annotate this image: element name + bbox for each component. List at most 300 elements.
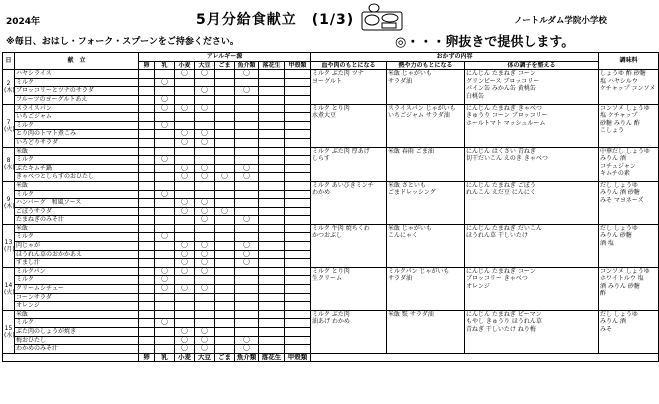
menu-row	[3, 310, 659, 319]
allergen-mark	[139, 113, 155, 122]
allergen-mark: 〇	[175, 104, 195, 113]
menu-item: 肉じゃが	[15, 242, 139, 251]
green-foods: にんじん たまねぎ きゃべつ きゅうり コーン ブロッコリー ホールトマト マッシュルーム	[465, 104, 599, 147]
allergen-mark	[285, 207, 311, 216]
footer-allergen: 大豆	[195, 353, 215, 362]
allergen-mark: 〇	[155, 267, 175, 276]
allergen-mark	[259, 207, 285, 216]
allergen-mark	[139, 190, 155, 199]
allergen-mark: 〇	[175, 250, 195, 259]
allergen-mark	[235, 147, 259, 156]
allergen-mark	[215, 216, 235, 225]
allergen-mark	[155, 328, 175, 337]
footer-allergen: 甲殻類	[285, 353, 311, 362]
allergen-mark	[285, 147, 311, 156]
allergen-mark	[259, 78, 285, 87]
menu-row	[3, 224, 659, 233]
allergen-mark	[139, 70, 155, 79]
allergen-mark	[285, 242, 311, 251]
allergen-mark	[285, 302, 311, 311]
day-cell: 8 (水)	[3, 147, 15, 181]
allergen-mark: 〇	[235, 250, 259, 259]
red-foods: ミルク ぶた肉 油あげ わかめ	[311, 310, 387, 353]
allergen-mark: 〇	[175, 345, 195, 354]
allergen-mark	[285, 138, 311, 147]
allergen-mark	[175, 87, 195, 96]
menu-item: ミルク	[15, 319, 139, 328]
day-cell: 9 (木)	[3, 181, 15, 224]
allergen-mark	[139, 319, 155, 328]
green-foods: にんじん たまねぎ コーン グリンピース ブロッコリー パイン缶 みかん缶 黄桃缶 白桃缶	[465, 70, 599, 104]
allergen-mark	[259, 276, 285, 285]
allergen-mark	[155, 70, 175, 79]
allergen-mark	[155, 164, 175, 173]
allergen-mark	[235, 138, 259, 147]
allergen-mark: 〇	[155, 95, 175, 104]
allergen-mark	[285, 104, 311, 113]
allergen-mark	[259, 173, 285, 182]
menu-item: 米飯	[15, 181, 139, 190]
allergen-mark	[195, 310, 215, 319]
allergen-mark	[139, 87, 155, 96]
allergen-mark	[259, 267, 285, 276]
allergen-mark: 〇	[195, 173, 215, 182]
menu-item: いろどりサラダ	[15, 138, 139, 147]
yellow-foods: 米飯 春雨 ごま油	[387, 147, 465, 181]
allergen-mark	[175, 147, 195, 156]
allergen-mark	[285, 336, 311, 345]
menu-item: ハヤシライス	[15, 70, 139, 79]
menu-item: 梅おひたし	[15, 336, 139, 345]
allergen-mark	[139, 164, 155, 173]
allergen-mark	[155, 302, 175, 311]
allergen-mark: 〇	[155, 121, 175, 130]
red-foods: ミルク とり肉 生クリーム	[311, 267, 387, 310]
allergen-mark: 〇	[155, 319, 175, 328]
allergen-mark	[175, 216, 195, 225]
allergen-mark	[259, 190, 285, 199]
year-label: 2024年	[6, 17, 41, 27]
allergen-mark: 〇	[175, 259, 195, 268]
allergen-mark	[155, 113, 175, 122]
lunch-tray-illustration	[360, 2, 404, 32]
menu-item: たまねぎのみそ汁	[15, 216, 139, 225]
green-foods: にんじん たまねぎ コーン ブロッコリー きゃべつ オレンジ	[465, 267, 599, 310]
allergen-mark: 〇	[215, 207, 235, 216]
allergen-mark	[285, 190, 311, 199]
allergen-mark: 〇	[195, 336, 215, 345]
yellow-foods: 米飯 さといも ごまドレッシング	[387, 181, 465, 224]
allergen-mark	[259, 216, 285, 225]
allergen-mark	[285, 319, 311, 328]
allergen-mark	[139, 224, 155, 233]
allergen-mark	[235, 285, 259, 294]
allergen-mark	[259, 310, 285, 319]
allergen-mark	[259, 224, 285, 233]
egg-free-note: ◎・・・卵抜きで提供します。	[395, 35, 575, 50]
seasonings: だし しょうゆ みりん 酒 砂糖 みそ マヨネーズ	[599, 181, 659, 224]
allergen-mark	[175, 293, 195, 302]
allergen-mark	[285, 95, 311, 104]
allergen-mark	[139, 285, 155, 294]
allergen-mark	[235, 328, 259, 337]
allergen-mark	[139, 173, 155, 182]
allergen-mark: 〇	[235, 216, 259, 225]
allergen-mark	[139, 242, 155, 251]
col-allergen: 小麦	[175, 61, 195, 70]
allergen-mark	[259, 199, 285, 208]
menu-item: ミルク	[15, 190, 139, 199]
allergen-mark	[285, 87, 311, 96]
allergen-mark	[285, 345, 311, 354]
allergen-mark	[155, 199, 175, 208]
menu-item: ハンバーグ 和風ソース	[15, 199, 139, 208]
menu-item: ミルクパン	[15, 267, 139, 276]
allergen-mark	[215, 130, 235, 139]
allergen-mark	[259, 259, 285, 268]
col-menu: 献 立	[15, 53, 139, 70]
allergen-mark	[259, 233, 285, 242]
menu-item: ミルク	[15, 121, 139, 130]
menu-item: いちごジャム	[15, 113, 139, 122]
footer-spacer	[3, 353, 139, 362]
allergen-mark	[259, 250, 285, 259]
allergen-mark	[285, 293, 311, 302]
col-allergen: 魚介類	[235, 61, 259, 70]
allergen-mark	[139, 250, 155, 259]
allergen-mark: 〇	[155, 104, 175, 113]
menu-item: ほうれん草のおかかあえ	[15, 250, 139, 259]
allergen-mark: 〇	[195, 328, 215, 337]
allergen-mark	[155, 345, 175, 354]
allergen-mark	[235, 130, 259, 139]
allergen-mark	[259, 181, 285, 190]
allergen-mark	[215, 156, 235, 165]
col-allergen: 甲殻類	[285, 61, 311, 70]
allergen-mark	[285, 78, 311, 87]
allergen-mark	[285, 224, 311, 233]
col-yellow: 熱や力のもとになる	[387, 61, 465, 70]
col-day: 日	[3, 53, 15, 70]
col-allergen: 落花生	[259, 61, 285, 70]
allergen-mark	[195, 293, 215, 302]
red-foods: ミルク とり肉 水煮大豆	[311, 104, 387, 147]
allergen-mark	[285, 285, 311, 294]
col-allergen: 大豆	[195, 61, 215, 70]
menu-item: ミルク	[15, 78, 139, 87]
green-foods: にんじん はくさい 青ねぎ 切干だいこん えのき きゃべつ	[465, 147, 599, 181]
menu-item: フルーツのヨーグルトあえ	[15, 95, 139, 104]
menu-item: 米飯	[15, 147, 139, 156]
allergen-mark: 〇	[235, 70, 259, 79]
allergen-mark	[195, 181, 215, 190]
allergen-mark: 〇	[195, 138, 215, 147]
day-cell: 7 (火)	[3, 104, 15, 147]
allergen-mark	[235, 267, 259, 276]
allergen-mark	[215, 259, 235, 268]
allergen-mark	[285, 181, 311, 190]
allergen-mark: 〇	[175, 199, 195, 208]
allergen-mark: 〇	[195, 216, 215, 225]
allergen-mark	[139, 328, 155, 337]
allergen-mark: 〇	[175, 267, 195, 276]
menu-table	[2, 52, 659, 362]
allergen-mark	[139, 336, 155, 345]
allergen-mark	[215, 104, 235, 113]
allergen-mark	[195, 147, 215, 156]
footer-allergen: ごま	[215, 353, 235, 362]
seasonings: 中華だし しょうゆ みりん 酒 コチュジャン キムチの素	[599, 147, 659, 181]
allergen-mark	[259, 293, 285, 302]
allergen-mark	[155, 242, 175, 251]
allergen-mark: 〇	[175, 207, 195, 216]
allergen-mark	[285, 199, 311, 208]
allergen-mark	[215, 190, 235, 199]
menu-item: オレンジ	[15, 302, 139, 311]
menu-item: ミルク	[15, 156, 139, 165]
menu-item: とり肉のトマト煮こみ	[15, 130, 139, 139]
allergen-mark	[215, 121, 235, 130]
allergen-mark: 〇	[215, 173, 235, 182]
allergen-mark	[259, 319, 285, 328]
menu-item: すまし汁	[15, 259, 139, 268]
utensil-note: ※毎日、おはし・フォーク・スプーンをご持参ください。	[6, 37, 239, 47]
allergen-mark	[215, 302, 235, 311]
allergen-mark: 〇	[155, 156, 175, 165]
yellow-foods: ミルクパン じゃがいも サラダ油	[387, 267, 465, 310]
allergen-mark	[155, 336, 175, 345]
allergen-mark	[235, 276, 259, 285]
footer-allergen: 小麦	[175, 353, 195, 362]
menu-item: ぶたキムチ鍋	[15, 164, 139, 173]
allergen-mark: 〇	[175, 242, 195, 251]
green-foods: にんじん たまねぎ ごぼう れんこん えだ豆 にんにく	[465, 181, 599, 224]
allergen-mark: 〇	[195, 104, 215, 113]
yellow-foods: 米飯 じゃがいも こんにゃく	[387, 224, 465, 267]
yellow-foods: スライスパン じゃがいも いちごジャム サラダ油	[387, 104, 465, 147]
allergen-mark: 〇	[175, 138, 195, 147]
day-cell: 14 (火)	[3, 267, 15, 310]
menu-item: クリームシチュー	[15, 285, 139, 294]
col-allergen: 乳	[155, 61, 175, 70]
allergen-mark	[285, 259, 311, 268]
allergen-mark	[259, 87, 285, 96]
allergen-mark	[285, 113, 311, 122]
allergen-mark: 〇	[195, 345, 215, 354]
allergen-mark: 〇	[235, 242, 259, 251]
allergen-mark	[215, 293, 235, 302]
allergen-mark: 〇	[175, 70, 195, 79]
allergen-mark	[215, 138, 235, 147]
allergen-mark	[285, 233, 311, 242]
allergen-mark	[155, 173, 175, 182]
allergen-mark	[285, 328, 311, 337]
menu-row	[3, 147, 659, 156]
allergen-mark	[285, 173, 311, 182]
allergen-mark: 〇	[155, 190, 175, 199]
allergen-mark	[195, 95, 215, 104]
allergen-mark	[215, 267, 235, 276]
allergen-mark	[195, 113, 215, 122]
allergen-mark: 〇	[195, 70, 215, 79]
allergen-mark	[259, 104, 285, 113]
allergen-mark	[259, 345, 285, 354]
menu-item: 米飯	[15, 310, 139, 319]
allergen-mark: 〇	[195, 164, 215, 173]
allergen-mark	[235, 104, 259, 113]
allergen-mark	[285, 156, 311, 165]
allergen-mark	[175, 156, 195, 165]
allergen-mark	[235, 319, 259, 328]
footer-allergen: 卵	[139, 353, 155, 362]
allergen-mark	[235, 113, 259, 122]
red-foods: ミルク ぶた肉 ツナ ヨーグルト	[311, 70, 387, 104]
allergen-mark	[235, 181, 259, 190]
seasonings: しょうゆ 酢 砂糖 塩 ハヤシルウ ケチャップ コンソメ	[599, 70, 659, 104]
allergen-mark	[285, 121, 311, 130]
menu-item: きゃべつとしらすのおひたし	[15, 173, 139, 182]
allergen-mark	[139, 216, 155, 225]
allergen-mark: 〇	[195, 285, 215, 294]
allergen-mark	[139, 78, 155, 87]
menu-item: ミルク	[15, 233, 139, 242]
green-foods: にんじん たまねぎ ピーマン もやし きゅうり ほうれん草 青ねぎ 干しいたけ ねり梅	[465, 310, 599, 353]
allergen-mark: 〇	[235, 336, 259, 345]
allergen-mark	[139, 156, 155, 165]
seasonings: だし しょうゆ みりん 砂糖 酒 塩	[599, 224, 659, 267]
allergen-mark: 〇	[155, 233, 175, 242]
allergen-mark	[155, 138, 175, 147]
allergen-mark	[155, 293, 175, 302]
green-foods: にんじん たまねぎ だいこん ほうれん草 干しいたけ	[465, 224, 599, 267]
allergen-mark	[215, 345, 235, 354]
allergen-mark: 〇	[175, 164, 195, 173]
allergen-mark	[259, 121, 285, 130]
footer-allergen: 乳	[155, 353, 175, 362]
allergen-mark	[235, 190, 259, 199]
school-name: ノートルダム学院小学校	[514, 16, 607, 26]
allergen-mark	[139, 147, 155, 156]
allergen-mark	[215, 87, 235, 96]
allergen-mark	[139, 121, 155, 130]
allergen-mark	[215, 199, 235, 208]
allergen-mark: 〇	[195, 130, 215, 139]
allergen-mark	[235, 302, 259, 311]
allergen-mark	[139, 276, 155, 285]
allergen-mark	[215, 336, 235, 345]
allergen-mark	[175, 113, 195, 122]
menu-item: ミルク	[15, 276, 139, 285]
allergen-mark	[259, 156, 285, 165]
allergen-mark: 〇	[195, 207, 215, 216]
allergen-mark	[195, 302, 215, 311]
allergen-mark	[259, 302, 285, 311]
menu-row	[3, 181, 659, 190]
allergen-mark	[139, 345, 155, 354]
allergen-mark: 〇	[235, 87, 259, 96]
menu-item: ブロッコリーとツナのサラダ	[15, 87, 139, 96]
yellow-foods: 米飯 麩 サラダ油	[387, 310, 465, 353]
allergen-mark	[235, 95, 259, 104]
allergen-mark	[139, 259, 155, 268]
col-seasoning: 調味料	[599, 53, 659, 70]
allergen-mark: 〇	[175, 173, 195, 182]
seasonings: だし しょうゆ みりん 酒 みそ	[599, 310, 659, 353]
allergen-mark	[175, 95, 195, 104]
menu-row	[3, 70, 659, 79]
allergen-mark	[139, 310, 155, 319]
allergen-mark	[259, 95, 285, 104]
allergen-mark	[139, 104, 155, 113]
footer-allergen: 魚介類	[235, 353, 259, 362]
food-group-header: おかずの内容	[311, 53, 599, 62]
page-header	[0, 0, 640, 52]
seasonings: コンソメ しょうゆ 塩 ケチャップ 砂糖 みりん 酢 こしょう	[599, 104, 659, 147]
footer-allergen: 落花生	[259, 353, 285, 362]
allergen-mark: 〇	[175, 336, 195, 345]
allergen-mark: 〇	[195, 242, 215, 251]
allergen-mark	[259, 336, 285, 345]
allergen-mark	[195, 224, 215, 233]
allergen-mark: 〇	[195, 259, 215, 268]
col-red: 血や肉のもとになる	[311, 61, 387, 70]
allergen-mark: 〇	[175, 328, 195, 337]
allergen-mark	[259, 164, 285, 173]
allergen-mark	[259, 70, 285, 79]
day-cell: 15 (水)	[3, 310, 15, 353]
allergen-mark	[155, 207, 175, 216]
allergen-mark	[285, 216, 311, 225]
red-foods: ミルク ぶた肉 厚あげ しらす	[311, 147, 387, 181]
allergen-mark	[215, 328, 235, 337]
allergen-mark	[139, 302, 155, 311]
allergen-mark	[155, 181, 175, 190]
allergen-mark	[259, 147, 285, 156]
allergen-mark: 〇	[155, 285, 175, 294]
allergen-mark	[235, 156, 259, 165]
menu-item: スライスパン	[15, 104, 139, 113]
red-foods: ミルク あいびきミンチ わかめ	[311, 181, 387, 224]
menu-item: コーンサラダ	[15, 293, 139, 302]
allergen-mark	[195, 156, 215, 165]
allergen-mark	[215, 319, 235, 328]
allergen-mark	[259, 130, 285, 139]
allergen-mark	[285, 276, 311, 285]
allergen-mark: 〇	[195, 250, 215, 259]
allergen-mark	[139, 95, 155, 104]
allergen-mark	[155, 216, 175, 225]
allergen-mark	[215, 250, 235, 259]
allergen-mark	[155, 130, 175, 139]
allergen-mark: 〇	[235, 259, 259, 268]
allergen-mark	[215, 78, 235, 87]
allergen-mark: 〇	[195, 199, 215, 208]
allergen-mark	[215, 242, 235, 251]
allergen-mark	[215, 233, 235, 242]
allergen-mark: 〇	[175, 130, 195, 139]
col-allergen: 卵	[139, 61, 155, 70]
col-green: 体の調子を整える	[465, 61, 599, 70]
allergen-mark	[139, 199, 155, 208]
allergen-mark	[215, 181, 235, 190]
menu-row	[3, 104, 659, 113]
allergen-mark	[285, 130, 311, 139]
allergen-mark	[175, 181, 195, 190]
allergen-mark: 〇	[175, 285, 195, 294]
allergen-mark: 〇	[235, 164, 259, 173]
allergen-mark	[139, 207, 155, 216]
allergen-mark	[139, 293, 155, 302]
